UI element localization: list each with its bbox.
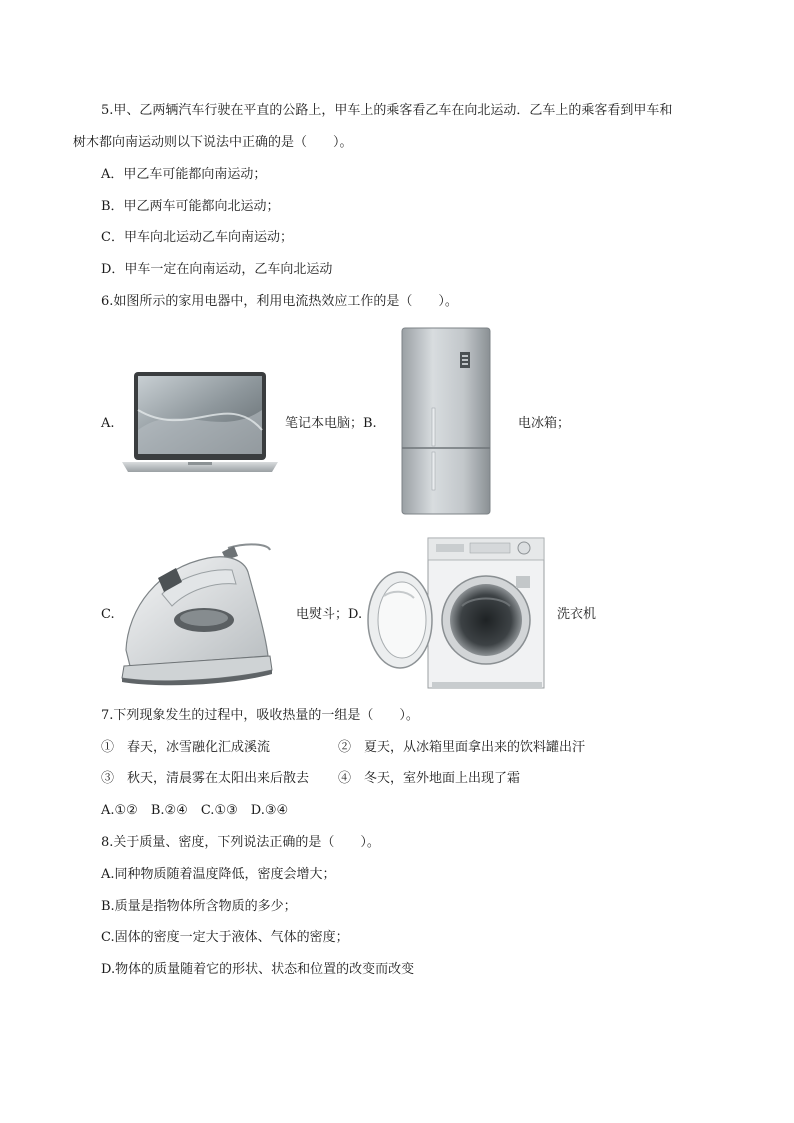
q7-stem: 7.下列现象发生的过程中，吸收热量的一组是（ ）。: [101, 708, 419, 723]
q6-option-c-text: 电熨斗；D.: [296, 607, 363, 622]
refrigerator-icon: [400, 326, 492, 516]
iron-icon: [118, 538, 278, 690]
q6-option-d-text: 洗衣机: [557, 607, 597, 622]
q6-option-a-letter: A.: [101, 416, 115, 431]
q7-item-1: ① 春天，冰雪融化汇成溪流: [101, 740, 271, 755]
q5-option-a: A．甲乙车可能都向南运动；: [101, 167, 267, 182]
laptop-icon: [118, 370, 282, 474]
q6-stem: 6.如图所示的家用电器中，利用电流热效应工作的是（ ）。: [101, 294, 458, 309]
q7-item-4: ④ 冬天，室外地面上出现了霜: [338, 771, 521, 786]
q8-option-d: D.物体的质量随着它的形状、状态和位置的改变而改变: [101, 962, 415, 977]
q8-option-c: C.固体的密度一定大于液体、气体的密度；: [101, 930, 349, 945]
q8-option-b: B.质量是指物体所含物质的多少；: [101, 899, 297, 914]
q7-options: A.①② B.②④ C.①③ D.③④: [101, 803, 289, 818]
washing-machine-icon: [366, 536, 546, 690]
q6-option-a-text: 笔记本电脑；B.: [285, 416, 377, 431]
q8-stem: 8.关于质量、密度，下列说法正确的是（ ）。: [101, 835, 380, 850]
q7-item-3: ③ 秋天，清晨雾在太阳出来后散去: [101, 771, 310, 786]
q7-item-2: ② 夏天，从冰箱里面拿出来的饮料罐出汗: [338, 740, 586, 755]
q5-option-d: D．甲车一定在向南运动，乙车向北运动: [101, 262, 333, 277]
q6-option-b-text: 电冰箱；: [518, 416, 571, 431]
q5-stem-line2: 树木都向南运动则以下说法中正确的是（ ）。: [73, 135, 353, 150]
q8-option-a: A.同种物质随着温度降低，密度会增大；: [101, 867, 336, 882]
q5-stem-line1: 5.甲、乙两辆汽车行驶在平直的公路上，甲车上的乘客看乙车在向北运动．乙车上的乘客看到甲车和: [101, 103, 673, 118]
q5-option-c: C．甲车向北运动乙车向南运动；: [101, 230, 293, 245]
q5-option-b: B．甲乙两车可能都向北运动；: [101, 199, 280, 214]
q6-option-c-letter: C.: [101, 607, 115, 622]
